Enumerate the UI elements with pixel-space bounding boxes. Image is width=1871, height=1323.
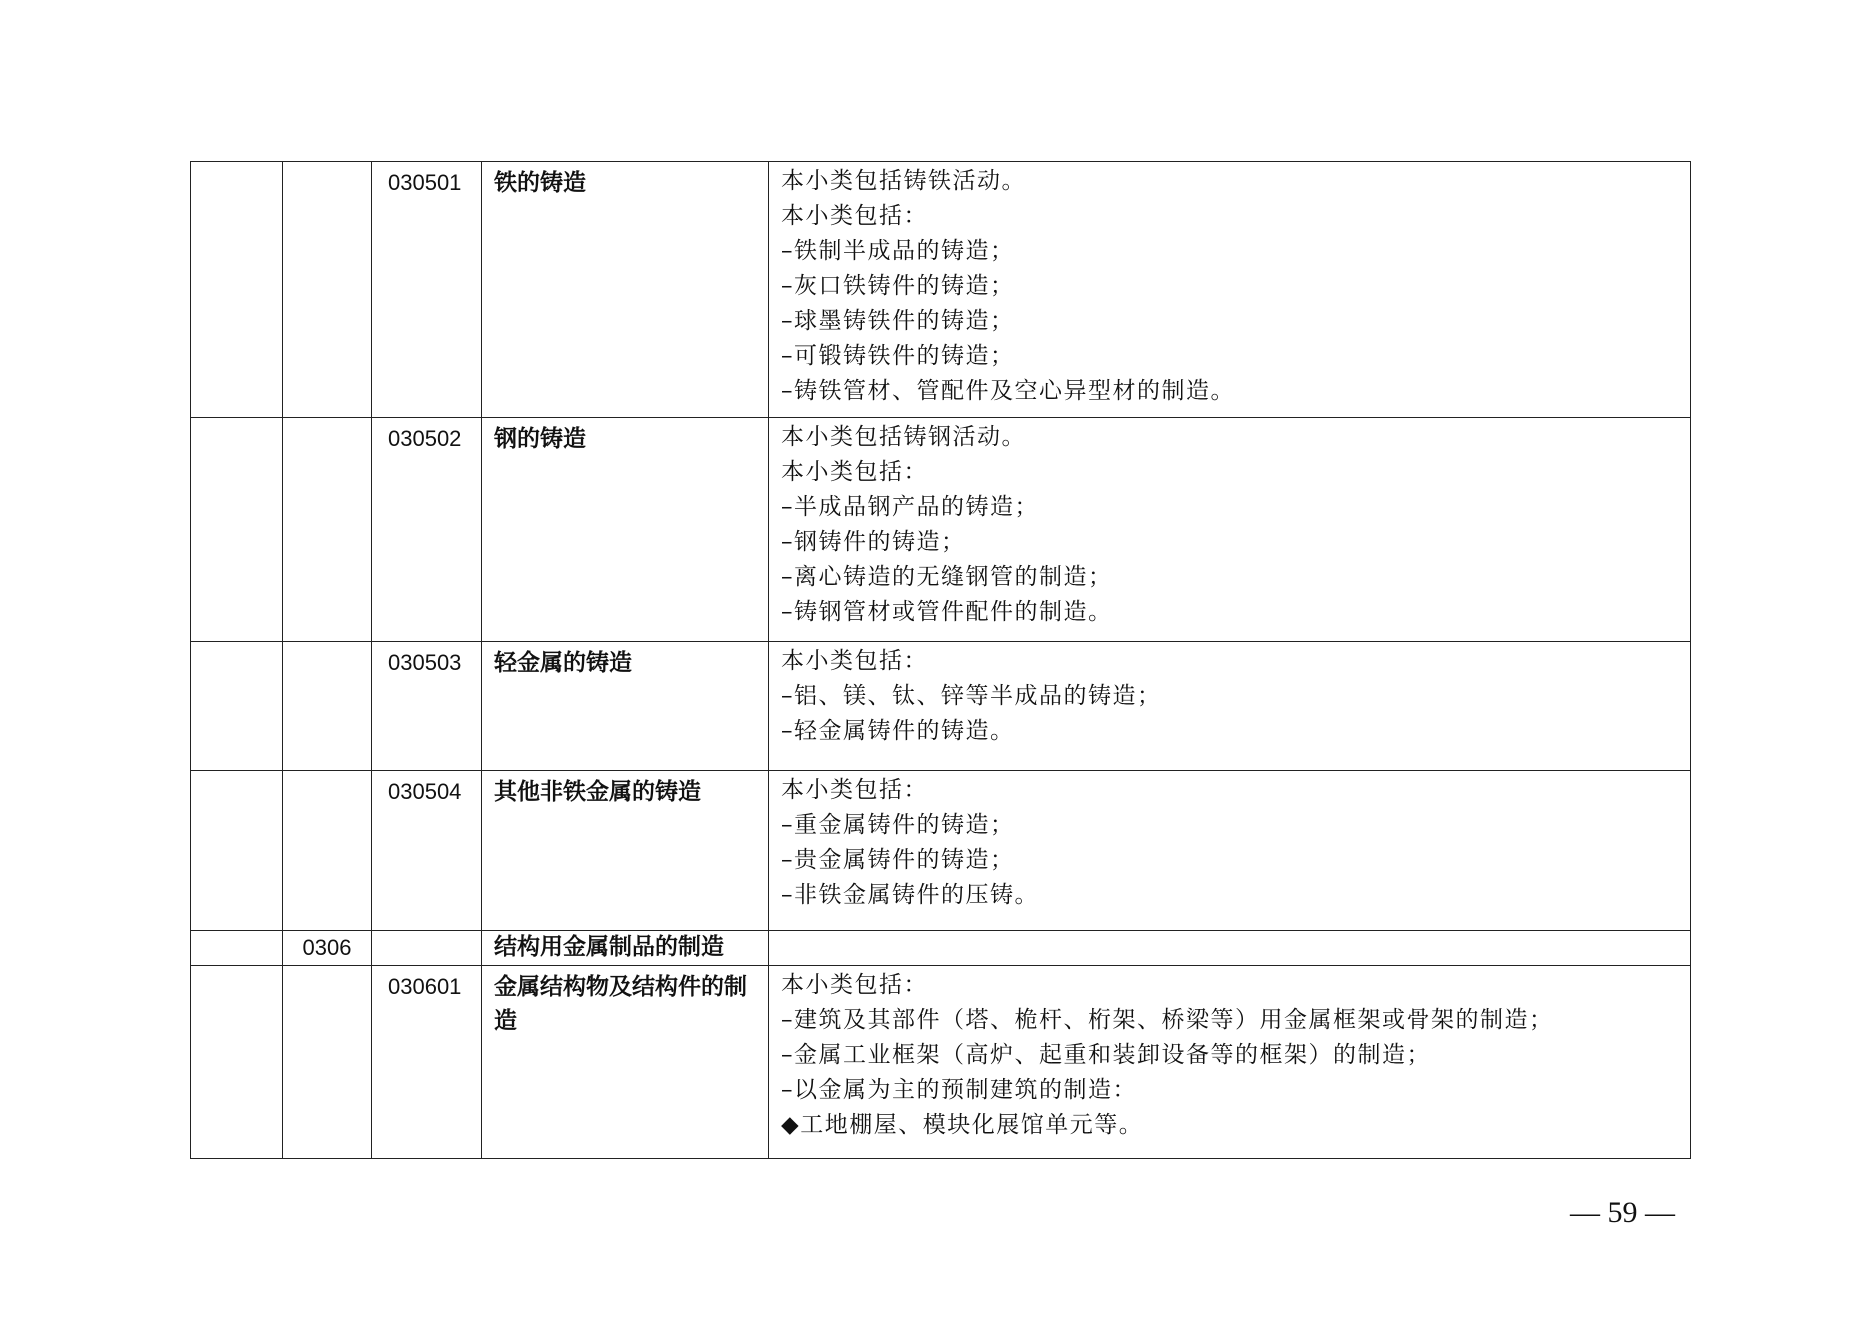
section-cell [191,931,283,966]
page-number: — 59 — [1570,1196,1675,1229]
subclass-code [372,931,482,966]
desc-line: 本小类包括： [781,459,928,485]
desc-line: 本小类包括铸铁活动。 [781,168,1026,194]
division-cell [283,771,372,931]
desc-line: –球墨铸铁件的铸造； [781,308,1015,334]
division-code: 0306 [283,931,372,966]
division-cell [283,966,372,1159]
subclass-name: 轻金属的铸造 [482,642,769,771]
subclass-code: 030503 [372,642,482,771]
desc-line: 本小类包括铸钢活动。 [781,424,1026,450]
subclass-description [769,162,1691,418]
desc-line: 本小类包括： [781,777,928,803]
desc-line: –可锻铸铁件的铸造； [781,343,1015,369]
classification-table [190,161,1691,1159]
subclass-name: 金属结构物及结构件的制造 [482,966,769,1159]
desc-line: –灰口铁铸件的铸造； [781,273,1015,299]
table-row [191,966,1691,1159]
subclass-code: 030502 [372,418,482,642]
desc-line: –重金属铸件的铸造； [781,812,1015,838]
division-cell [283,418,372,642]
desc-line: –轻金属铸件的铸造。 [781,718,1015,744]
section-cell [191,771,283,931]
subclass-name: 其他非铁金属的铸造 [482,771,769,931]
desc-line: –钢铸件的铸造； [781,529,966,555]
subclass-name: 钢的铸造 [482,418,769,642]
table-row [191,162,1691,418]
section-cell [191,162,283,418]
desc-line: –以金属为主的预制建筑的制造： [781,1077,1137,1103]
desc-line: –非铁金属铸件的压铸。 [781,882,1039,908]
subclass-code: 030501 [372,162,482,418]
desc-line: 本小类包括： [781,972,928,998]
desc-line: –铁制半成品的铸造； [781,238,1015,264]
desc-line: –铝、镁、钛、锌等半成品的铸造； [781,683,1162,709]
subclass-code: 030504 [372,771,482,931]
subclass-description [769,418,1691,642]
desc-line: –建筑及其部件（塔、桅杆、桁架、桥梁等）用金属框架或骨架的制造； [781,1007,1554,1033]
desc-line: –铸钢管材或管件配件的制造。 [781,599,1113,625]
desc-line: –半成品钢产品的铸造； [781,494,1039,520]
desc-line: 本小类包括： [781,648,928,674]
table-row [191,418,1691,642]
desc-line: 本小类包括： [781,203,928,229]
table-row [191,642,1691,771]
subclass-code: 030601 [372,966,482,1159]
subclass-description [769,642,1691,771]
section-cell [191,642,283,771]
section-cell [191,418,283,642]
subclass-name: 铁的铸造 [482,162,769,418]
division-cell [283,162,372,418]
subclass-description [769,966,1691,1159]
desc-line: –贵金属铸件的铸造； [781,847,1015,873]
desc-line: –铸铁管材、管配件及空心异型材的制造。 [781,378,1235,404]
section-cell [191,966,283,1159]
desc-line: –离心铸造的无缝钢管的制造； [781,564,1113,590]
subclass-description [769,771,1691,931]
desc-line: ◆工地棚屋、模块化展馆单元等。 [781,1112,1144,1138]
division-cell [283,642,372,771]
division-name: 结构用金属制品的制造 [482,931,769,966]
division-description [769,931,1691,966]
table-row [191,771,1691,931]
desc-line: –金属工业框架（高炉、起重和装卸设备等的框架）的制造； [781,1042,1431,1068]
table-row [191,931,1691,966]
